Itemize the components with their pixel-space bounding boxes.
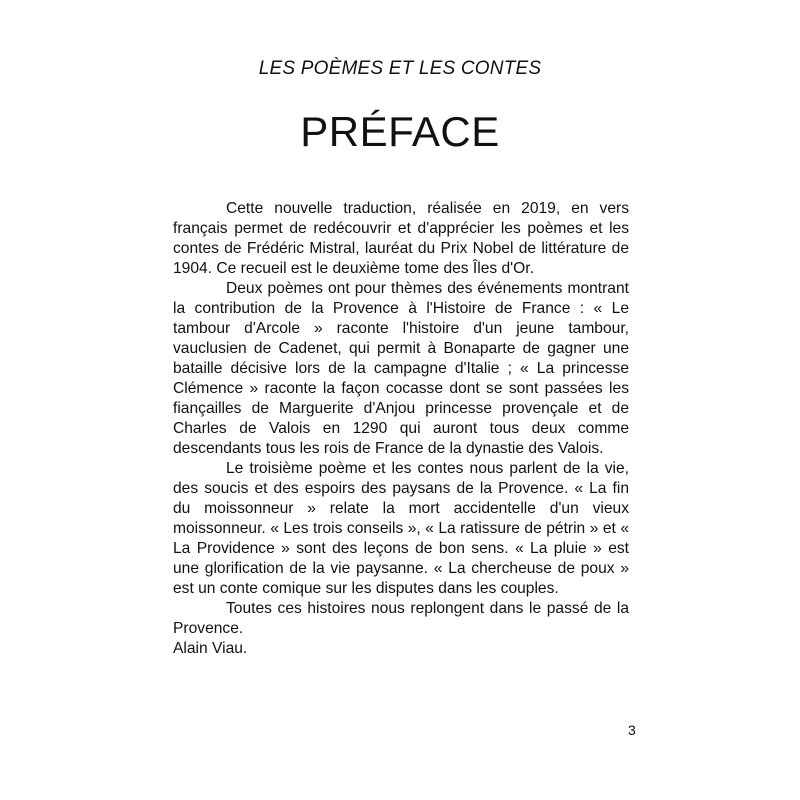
paragraph: Cette nouvelle traduction, réalisée en 2019, en vers français permet de redécouvrir et d'apprécier les poèmes et les contes de Frédéric Mistral, lauréat du Prix Nobel de littérature de 1904. Ce recueil est le deuxième tome des Îles d'Or. xyxy=(173,200,629,277)
paragraph: Toutes ces histoires nous replongent dans le passé de la Provence. xyxy=(173,600,629,637)
running-header: LES POÈMES ET LES CONTES xyxy=(258,58,542,79)
page-number: 3 xyxy=(628,722,636,738)
paragraph: Deux poèmes ont pour thèmes des événements montrant la contribution de la Provence à l'Histoire de France : « Le tambour d'Arcole » raconte l'histoire d'un jeune tambour, vauclusien de Cadenet, qui permit à Bonaparte de gagner une bataille décisive lors de la campagne d'Italie ; « La princesse Clémence » raconte la façon cocasse dont se sont passées les fiançailles de Marguerite d'Anjou princesse provençale et de Charles de Valois en 1290 qui auront tous deux comme descendants tous les rois de France de la dynastie des Valois. xyxy=(173,280,629,457)
chapter-title: PRÉFACE xyxy=(300,108,500,155)
author-signature: Alain Viau. xyxy=(173,640,248,657)
preface-body xyxy=(173,199,629,659)
paragraph: Le troisième poème et les contes nous parlent de la vie, des soucis et des espoirs des paysans de la Provence. « La fin du moissonneur » relate la mort accidentelle d'un vieux moissonneur. « Les trois conseils », « La ratissure de pétrin » et « La Providence » sont des leçons de bon sens. « La pluie » est une glorification de la vie paysanne. « La chercheuse de poux » est un conte comique sur les disputes dans les couples. xyxy=(173,460,629,597)
